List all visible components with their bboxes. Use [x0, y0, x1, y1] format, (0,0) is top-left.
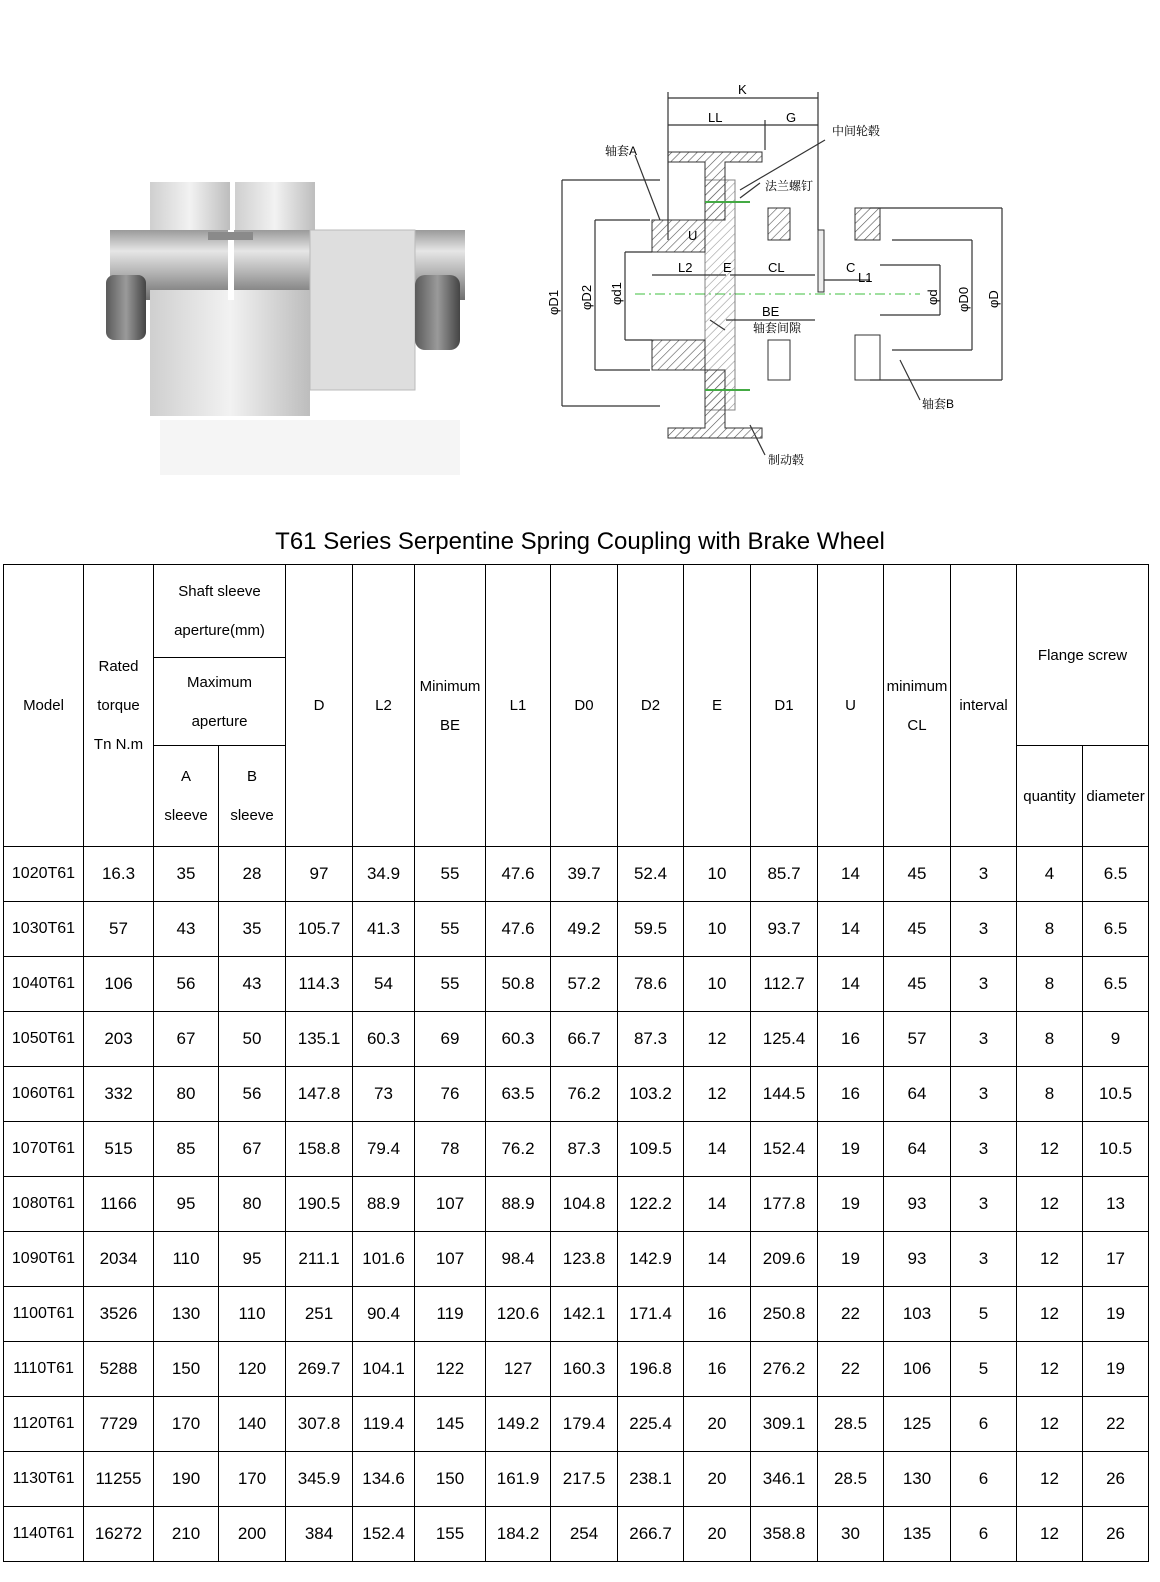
cell-E: 20 — [684, 1397, 751, 1452]
cell-E: 14 — [684, 1232, 751, 1287]
cell-D0: 217.5 — [551, 1452, 618, 1507]
cell-L2: 34.9 — [353, 847, 415, 902]
cell-b-sleeve: 95 — [219, 1232, 286, 1287]
cell-b-sleeve: 50 — [219, 1012, 286, 1067]
cell-D1: 85.7 — [751, 847, 818, 902]
cell-rated-torque: 106 — [84, 957, 154, 1012]
table-row — [4, 1397, 1149, 1452]
cell-min-CL: 64 — [884, 1067, 951, 1122]
cell-E: 10 — [684, 847, 751, 902]
cell-min-CL: 57 — [884, 1012, 951, 1067]
header-L2: L2 — [353, 565, 415, 847]
cell-b-sleeve: 56 — [219, 1067, 286, 1122]
cell-a-sleeve: 85 — [154, 1122, 219, 1177]
label-middle-hub: 中间轮毂 — [832, 124, 881, 138]
cell-a-sleeve: 210 — [154, 1507, 219, 1562]
dim-C: C — [846, 260, 856, 275]
cell-L2: 152.4 — [353, 1507, 415, 1562]
cell-L1: 76.2 — [486, 1122, 551, 1177]
cell-a-sleeve: 95 — [154, 1177, 219, 1232]
cell-E: 16 — [684, 1287, 751, 1342]
cell-rated-torque: 5288 — [84, 1342, 154, 1397]
cell-interval: 5 — [951, 1287, 1017, 1342]
cell-min-BE: 107 — [415, 1232, 486, 1287]
cell-D0: 179.4 — [551, 1397, 618, 1452]
cell-rated-torque: 1166 — [84, 1177, 154, 1232]
cell-D0: 39.7 — [551, 847, 618, 902]
dim-D0: φD0 — [956, 286, 971, 312]
cell-L1: 98.4 — [486, 1232, 551, 1287]
header-rated-torque: Rated torque Tn N.m — [84, 565, 154, 847]
cell-D2: 87.3 — [618, 1012, 684, 1067]
cell-L2: 41.3 — [353, 902, 415, 957]
dim-D: φD — [986, 290, 1001, 308]
table-row — [4, 902, 1149, 957]
cell-interval: 5 — [951, 1342, 1017, 1397]
cell-model: 1090T61 — [4, 1232, 84, 1287]
cell-D1: 177.8 — [751, 1177, 818, 1232]
cell-diameter: 26 — [1083, 1452, 1149, 1507]
cell-interval: 6 — [951, 1397, 1017, 1452]
cell-b-sleeve: 28 — [219, 847, 286, 902]
cell-D0: 142.1 — [551, 1287, 618, 1342]
cell-a-sleeve: 130 — [154, 1287, 219, 1342]
cell-diameter: 6.5 — [1083, 957, 1149, 1012]
cell-a-sleeve: 190 — [154, 1452, 219, 1507]
cell-D1: 125.4 — [751, 1012, 818, 1067]
cell-D: 97 — [286, 847, 353, 902]
cell-a-sleeve: 170 — [154, 1397, 219, 1452]
cell-E: 12 — [684, 1012, 751, 1067]
cell-diameter: 6.5 — [1083, 847, 1149, 902]
cell-min-CL: 135 — [884, 1507, 951, 1562]
cell-b-sleeve: 67 — [219, 1122, 286, 1177]
cell-min-CL: 93 — [884, 1232, 951, 1287]
header-diameter: diameter — [1083, 746, 1149, 847]
cell-L1: 63.5 — [486, 1067, 551, 1122]
cell-D0: 66.7 — [551, 1012, 618, 1067]
cell-L2: 101.6 — [353, 1232, 415, 1287]
cell-L1: 47.6 — [486, 902, 551, 957]
cell-quantity: 12 — [1017, 1177, 1083, 1232]
cell-U: 14 — [818, 957, 884, 1012]
cell-quantity: 12 — [1017, 1452, 1083, 1507]
cell-model: 1070T61 — [4, 1122, 84, 1177]
dim-G: G — [786, 110, 797, 125]
cell-L2: 104.1 — [353, 1342, 415, 1397]
cell-min-BE: 122 — [415, 1342, 486, 1397]
header-interval: interval — [951, 565, 1017, 847]
cell-min-CL: 103 — [884, 1287, 951, 1342]
cell-diameter: 6.5 — [1083, 902, 1149, 957]
cell-D2: 122.2 — [618, 1177, 684, 1232]
cell-interval: 3 — [951, 1122, 1017, 1177]
header-model: Model — [4, 565, 84, 847]
cell-D2: 109.5 — [618, 1122, 684, 1177]
header-D1: D1 — [751, 565, 818, 847]
cell-D2: 103.2 — [618, 1067, 684, 1122]
cell-L1: 50.8 — [486, 957, 551, 1012]
cell-a-sleeve: 43 — [154, 902, 219, 957]
cell-rated-torque: 7729 — [84, 1397, 154, 1452]
cell-min-BE: 78 — [415, 1122, 486, 1177]
cell-L1: 60.3 — [486, 1012, 551, 1067]
cell-U: 14 — [818, 847, 884, 902]
label-flange-screw: 法兰螺钉 — [765, 179, 814, 193]
header-max-aperture: Maximum aperture — [154, 658, 286, 746]
cell-rated-torque: 203 — [84, 1012, 154, 1067]
cell-quantity: 12 — [1017, 1397, 1083, 1452]
table-row — [4, 1342, 1149, 1397]
table-row — [4, 1452, 1149, 1507]
cell-min-CL: 125 — [884, 1397, 951, 1452]
table-title: T61 Series Serpentine Spring Coupling with Brake Wheel — [275, 528, 885, 555]
cell-b-sleeve: 170 — [219, 1452, 286, 1507]
cell-D: 345.9 — [286, 1452, 353, 1507]
header-min-BE: Minimum BE — [415, 565, 486, 847]
cell-diameter: 19 — [1083, 1287, 1149, 1342]
cell-E: 14 — [684, 1122, 751, 1177]
dim-d1: φd1 — [609, 282, 624, 305]
cell-D: 251 — [286, 1287, 353, 1342]
cell-U: 16 — [818, 1067, 884, 1122]
cell-min-BE: 145 — [415, 1397, 486, 1452]
cell-diameter: 13 — [1083, 1177, 1149, 1232]
table-row — [4, 1122, 1149, 1177]
cell-min-CL: 45 — [884, 957, 951, 1012]
cell-D2: 52.4 — [618, 847, 684, 902]
cell-D1: 209.6 — [751, 1232, 818, 1287]
spec-table — [3, 564, 1149, 1562]
cell-D2: 171.4 — [618, 1287, 684, 1342]
cell-rated-torque: 16272 — [84, 1507, 154, 1562]
cell-L1: 47.6 — [486, 847, 551, 902]
cell-D2: 78.6 — [618, 957, 684, 1012]
cell-quantity: 12 — [1017, 1122, 1083, 1177]
cell-E: 10 — [684, 957, 751, 1012]
table-header — [4, 565, 1149, 847]
cell-D1: 144.5 — [751, 1067, 818, 1122]
technical-drawing — [540, 80, 1030, 480]
cell-diameter: 9 — [1083, 1012, 1149, 1067]
cell-D: 307.8 — [286, 1397, 353, 1452]
coupling-photo — [100, 170, 475, 480]
cell-diameter: 10.5 — [1083, 1122, 1149, 1177]
cell-quantity: 12 — [1017, 1342, 1083, 1397]
cell-D: 211.1 — [286, 1232, 353, 1287]
dim-L2: L2 — [678, 260, 693, 275]
cell-D: 269.7 — [286, 1342, 353, 1397]
header-min-CL: minimum CL — [884, 565, 951, 847]
cell-model: 1100T61 — [4, 1287, 84, 1342]
cell-rated-torque: 11255 — [84, 1452, 154, 1507]
cell-L1: 88.9 — [486, 1177, 551, 1232]
cell-min-BE: 119 — [415, 1287, 486, 1342]
cell-L1: 161.9 — [486, 1452, 551, 1507]
cell-rated-torque: 332 — [84, 1067, 154, 1122]
cell-interval: 3 — [951, 1067, 1017, 1122]
header-a-sleeve: A sleeve — [154, 746, 219, 847]
cell-interval: 6 — [951, 1452, 1017, 1507]
cell-D2: 225.4 — [618, 1397, 684, 1452]
cell-D1: 276.2 — [751, 1342, 818, 1397]
table-row — [4, 1507, 1149, 1562]
cell-D: 158.8 — [286, 1122, 353, 1177]
label-sleeve-b: 轴套B — [922, 397, 955, 411]
cell-min-CL: 45 — [884, 902, 951, 957]
cell-interval: 3 — [951, 902, 1017, 957]
cell-a-sleeve: 150 — [154, 1342, 219, 1397]
cell-diameter: 10.5 — [1083, 1067, 1149, 1122]
cell-a-sleeve: 35 — [154, 847, 219, 902]
header-flange-screw: Flange screw — [1017, 565, 1149, 746]
cell-b-sleeve: 140 — [219, 1397, 286, 1452]
cell-U: 22 — [818, 1342, 884, 1397]
cell-D0: 49.2 — [551, 902, 618, 957]
table-row — [4, 847, 1149, 902]
cell-D0: 87.3 — [551, 1122, 618, 1177]
cell-min-BE: 150 — [415, 1452, 486, 1507]
header-U: U — [818, 565, 884, 847]
cell-D: 147.8 — [286, 1067, 353, 1122]
cell-U: 19 — [818, 1122, 884, 1177]
cell-model: 1050T61 — [4, 1012, 84, 1067]
cell-b-sleeve: 200 — [219, 1507, 286, 1562]
cell-interval: 3 — [951, 1177, 1017, 1232]
cell-E: 14 — [684, 1177, 751, 1232]
cell-D: 190.5 — [286, 1177, 353, 1232]
table-body — [4, 847, 1149, 1562]
table-row — [4, 1232, 1149, 1287]
cell-quantity: 8 — [1017, 1067, 1083, 1122]
cell-U: 19 — [818, 1177, 884, 1232]
cell-E: 12 — [684, 1067, 751, 1122]
cell-D0: 160.3 — [551, 1342, 618, 1397]
table-row — [4, 1067, 1149, 1122]
cell-D: 105.7 — [286, 902, 353, 957]
cell-diameter: 26 — [1083, 1507, 1149, 1562]
cell-interval: 3 — [951, 1232, 1017, 1287]
header-quantity: quantity — [1017, 746, 1083, 847]
cell-L2: 88.9 — [353, 1177, 415, 1232]
cell-L2: 79.4 — [353, 1122, 415, 1177]
cell-U: 19 — [818, 1232, 884, 1287]
cell-quantity: 12 — [1017, 1287, 1083, 1342]
cell-L1: 149.2 — [486, 1397, 551, 1452]
cell-interval: 3 — [951, 847, 1017, 902]
cell-quantity: 12 — [1017, 1232, 1083, 1287]
cell-quantity: 8 — [1017, 1012, 1083, 1067]
cell-D2: 266.7 — [618, 1507, 684, 1562]
cell-L2: 60.3 — [353, 1012, 415, 1067]
cell-D1: 358.8 — [751, 1507, 818, 1562]
cell-diameter: 22 — [1083, 1397, 1149, 1452]
cell-min-BE: 69 — [415, 1012, 486, 1067]
cell-min-BE: 155 — [415, 1507, 486, 1562]
label-sleeve-gap: 轴套间隙 — [753, 321, 802, 335]
cell-b-sleeve: 80 — [219, 1177, 286, 1232]
cell-a-sleeve: 56 — [154, 957, 219, 1012]
cell-D: 135.1 — [286, 1012, 353, 1067]
cell-U: 16 — [818, 1012, 884, 1067]
cell-rated-torque: 16.3 — [84, 847, 154, 902]
cell-D2: 196.8 — [618, 1342, 684, 1397]
cell-L2: 90.4 — [353, 1287, 415, 1342]
cell-D: 114.3 — [286, 957, 353, 1012]
cell-min-BE: 55 — [415, 902, 486, 957]
cell-E: 16 — [684, 1342, 751, 1397]
cell-diameter: 17 — [1083, 1232, 1149, 1287]
cell-U: 28.5 — [818, 1397, 884, 1452]
dim-L1: L1 — [858, 270, 873, 285]
cell-E: 20 — [684, 1507, 751, 1562]
cell-D: 384 — [286, 1507, 353, 1562]
dim-E: E — [723, 260, 732, 275]
cell-b-sleeve: 120 — [219, 1342, 286, 1397]
cell-a-sleeve: 80 — [154, 1067, 219, 1122]
cell-L2: 54 — [353, 957, 415, 1012]
cell-min-CL: 130 — [884, 1452, 951, 1507]
cell-diameter: 19 — [1083, 1342, 1149, 1397]
cell-D1: 250.8 — [751, 1287, 818, 1342]
header-shaft-sleeve: Shaft sleeve aperture(mm) — [154, 565, 286, 658]
table-row — [4, 1177, 1149, 1232]
cell-interval: 6 — [951, 1507, 1017, 1562]
dim-LL: LL — [708, 110, 723, 125]
cell-min-CL: 45 — [884, 847, 951, 902]
dim-CL: CL — [768, 260, 785, 275]
cell-model: 1040T61 — [4, 957, 84, 1012]
table-row — [4, 957, 1149, 1012]
dim-D1: φD1 — [546, 289, 561, 315]
cell-b-sleeve: 35 — [219, 902, 286, 957]
label-sleeve-a: 轴套A — [605, 144, 638, 158]
cell-L2: 73 — [353, 1067, 415, 1122]
cell-rated-torque: 515 — [84, 1122, 154, 1177]
cell-E: 20 — [684, 1452, 751, 1507]
cell-b-sleeve: 110 — [219, 1287, 286, 1342]
header-b-sleeve: B sleeve — [219, 746, 286, 847]
table-row — [4, 1287, 1149, 1342]
cell-E: 10 — [684, 902, 751, 957]
cell-min-CL: 64 — [884, 1122, 951, 1177]
dim-K: K — [738, 82, 747, 97]
cell-min-BE: 76 — [415, 1067, 486, 1122]
cell-quantity: 12 — [1017, 1507, 1083, 1562]
cell-a-sleeve: 110 — [154, 1232, 219, 1287]
cell-rated-torque: 57 — [84, 902, 154, 957]
cell-L1: 127 — [486, 1342, 551, 1397]
cell-model: 1030T61 — [4, 902, 84, 957]
dim-D2: φD2 — [579, 284, 594, 310]
cell-D0: 123.8 — [551, 1232, 618, 1287]
cell-D2: 238.1 — [618, 1452, 684, 1507]
cell-model: 1020T61 — [4, 847, 84, 902]
cell-model: 1130T61 — [4, 1452, 84, 1507]
cell-model: 1080T61 — [4, 1177, 84, 1232]
cell-b-sleeve: 43 — [219, 957, 286, 1012]
cell-a-sleeve: 67 — [154, 1012, 219, 1067]
cell-D0: 104.8 — [551, 1177, 618, 1232]
cell-L1: 120.6 — [486, 1287, 551, 1342]
header-E: E — [684, 565, 751, 847]
cell-D0: 57.2 — [551, 957, 618, 1012]
cell-D2: 59.5 — [618, 902, 684, 957]
cell-U: 22 — [818, 1287, 884, 1342]
cell-D1: 152.4 — [751, 1122, 818, 1177]
cell-L2: 134.6 — [353, 1452, 415, 1507]
cell-D1: 112.7 — [751, 957, 818, 1012]
cell-D2: 142.9 — [618, 1232, 684, 1287]
header-L1: L1 — [486, 565, 551, 847]
cell-quantity: 4 — [1017, 847, 1083, 902]
cell-U: 14 — [818, 902, 884, 957]
cell-rated-torque: 3526 — [84, 1287, 154, 1342]
cell-rated-torque: 2034 — [84, 1232, 154, 1287]
dim-d: φd — [925, 289, 940, 305]
cell-U: 28.5 — [818, 1452, 884, 1507]
label-brake-wheel: 制动毂 — [768, 453, 805, 467]
table-row — [4, 1012, 1149, 1067]
cell-min-BE: 107 — [415, 1177, 486, 1232]
cell-D0: 76.2 — [551, 1067, 618, 1122]
header-D0: D0 — [551, 565, 618, 847]
cell-model: 1120T61 — [4, 1397, 84, 1452]
cell-model: 1060T61 — [4, 1067, 84, 1122]
cell-min-BE: 55 — [415, 957, 486, 1012]
cell-D0: 254 — [551, 1507, 618, 1562]
cell-min-CL: 93 — [884, 1177, 951, 1232]
cell-quantity: 8 — [1017, 902, 1083, 957]
cell-interval: 3 — [951, 957, 1017, 1012]
cell-quantity: 8 — [1017, 957, 1083, 1012]
dim-BE: BE — [762, 304, 780, 319]
cell-U: 30 — [818, 1507, 884, 1562]
cell-interval: 3 — [951, 1012, 1017, 1067]
cell-D1: 309.1 — [751, 1397, 818, 1452]
cell-L1: 184.2 — [486, 1507, 551, 1562]
header-D: D — [286, 565, 353, 847]
cell-model: 1140T61 — [4, 1507, 84, 1562]
cell-min-BE: 55 — [415, 847, 486, 902]
cell-min-CL: 106 — [884, 1342, 951, 1397]
cell-D1: 93.7 — [751, 902, 818, 957]
header-D2: D2 — [618, 565, 684, 847]
dim-U: U — [688, 228, 698, 243]
cell-L2: 119.4 — [353, 1397, 415, 1452]
cell-model: 1110T61 — [4, 1342, 84, 1397]
cell-D1: 346.1 — [751, 1452, 818, 1507]
